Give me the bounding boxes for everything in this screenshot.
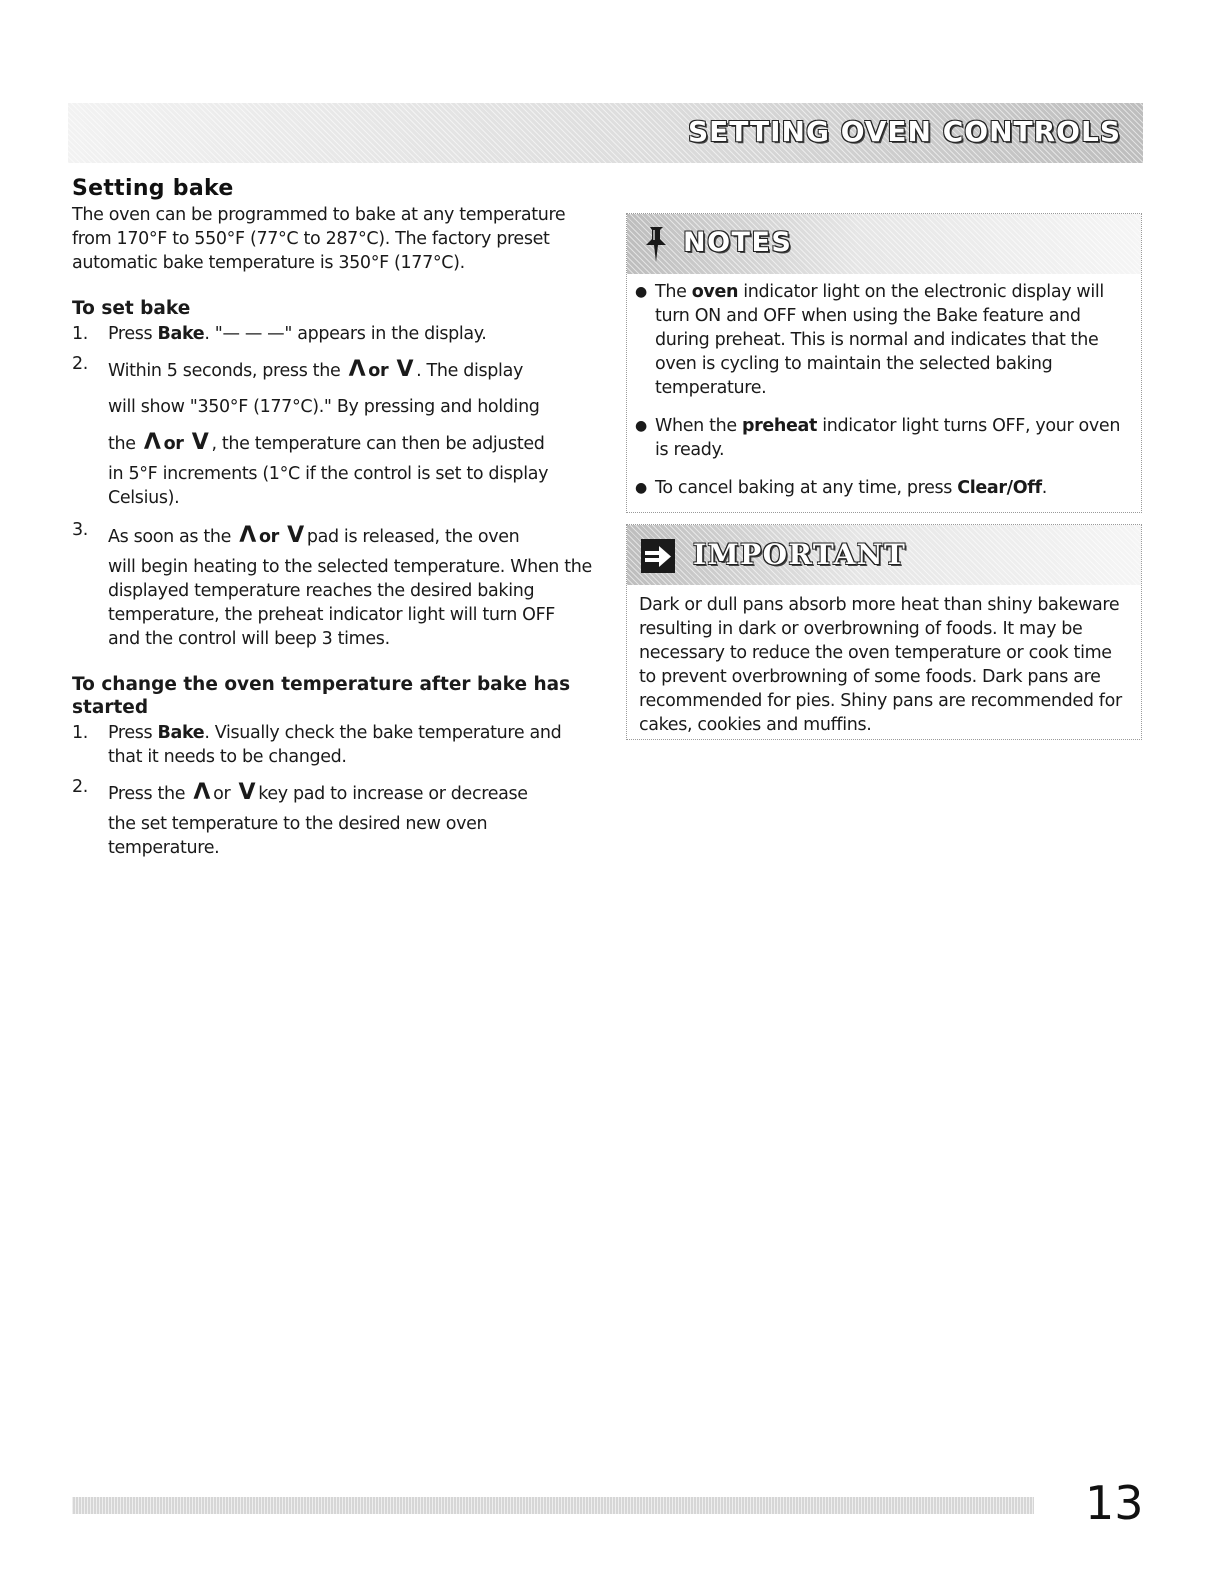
step-number: 1.: [72, 324, 88, 344]
set-bake-step-1: [72, 322, 592, 346]
setting-bake-title: Setting bake: [72, 176, 234, 201]
note-item: [635, 476, 1133, 500]
section-header-bar: [68, 103, 1143, 163]
step-text: . "— — —" appears in the display.: [204, 324, 487, 344]
important-title: IMPORTANT: [693, 538, 907, 571]
up-arrow-icon: Λ: [193, 780, 211, 805]
bake-key-label: Bake: [157, 723, 205, 743]
step-text: will begin heating to the selected temperature. When the displayed temperature reaches the desired baking temperature, the preheat indicator light will turn OFF and the control will beep 3 times.: [108, 557, 592, 649]
note-item: [635, 414, 1133, 462]
note-emphasis: oven: [691, 282, 739, 302]
step-text: . Visually check the bake temperature and that it needs to be changed.: [108, 723, 562, 767]
note-text: The: [655, 282, 692, 302]
bullet-icon: ●: [635, 418, 647, 434]
change-temp-step-1: [72, 721, 592, 769]
step-text: As soon as the: [108, 527, 232, 547]
set-bake-step-3: [72, 518, 592, 651]
up-arrow-icon: Λ: [239, 523, 256, 548]
important-text: Dark or dull pans absorb more heat than shiny bakeware resulting in dark or overbrowning of foods. It may be necessary to reduce the oven temperature or cook time to prevent overbrowning of some foods. Dark pans are recommended for pies. Shiny pans are recommended for cakes, cookies and muffins.: [639, 595, 1122, 735]
step-number: 3.: [72, 520, 88, 540]
note-emphasis: Clear/Off: [957, 478, 1042, 498]
note-emphasis: preheat: [741, 416, 818, 436]
note-text: indicator light on the electronic display will turn ON and OFF when using the Bake feature and during preheat. This is normal and indicates that the oven is cycling to maintain the selected baking temperature.: [655, 282, 1104, 398]
down-arrow-icon: V: [238, 780, 256, 805]
arrow-right-icon: [641, 539, 675, 573]
set-bake-step-2: [72, 352, 592, 510]
bake-key-label: Bake: [157, 324, 205, 344]
step-text: . The display: [416, 361, 523, 381]
step-text: pad is released, the oven: [306, 527, 520, 547]
or-label: or: [368, 361, 389, 381]
step-text: the set temperature to the desired new oven temperature.: [108, 814, 488, 858]
important-header: [627, 525, 1141, 585]
step-number: 2.: [72, 777, 88, 797]
note-text: When the: [655, 416, 742, 436]
notes-list: [627, 274, 1141, 500]
step-text: in 5°F increments (1°C if the control is set to display Celsius).: [108, 464, 549, 508]
step-text: Press: [108, 324, 158, 344]
step-text: the: [108, 434, 136, 454]
page-number: 13: [1085, 1476, 1144, 1530]
step-number: 1.: [72, 723, 88, 743]
footer-bar: [72, 1497, 1034, 1514]
down-arrow-icon: V: [191, 430, 209, 455]
important-box: [626, 524, 1142, 740]
note-item: [635, 280, 1133, 400]
setting-bake-intro: The oven can be programmed to bake at any temperature from 170°F to 550°F (77°C to 287°C). The factory preset automatic bake temperature is 350°F (177°C).: [72, 205, 566, 273]
note-text: To cancel baking at any time, press: [655, 478, 958, 498]
step-text: Press: [108, 723, 158, 743]
bullet-icon: ●: [635, 284, 647, 300]
change-temperature-heading: To change the oven temperature after bake has started: [72, 674, 571, 718]
down-arrow-icon: V: [396, 357, 414, 382]
or-label: or: [258, 527, 279, 547]
up-arrow-icon: Λ: [348, 357, 366, 382]
down-arrow-icon: V: [287, 523, 304, 548]
note-text: indicator light turns OFF, your oven is ready.: [655, 416, 1121, 460]
step-text: key pad to increase or decrease: [258, 784, 528, 804]
bullet-icon: ●: [635, 480, 647, 496]
or-label: or: [163, 434, 184, 454]
to-set-bake-heading: To set bake: [72, 298, 191, 319]
change-temp-step-2: [72, 775, 592, 860]
step-text: Within 5 seconds, press the: [108, 361, 341, 381]
notes-header: [627, 214, 1141, 274]
note-text: .: [1041, 478, 1047, 498]
step-text: Press the: [108, 784, 186, 804]
step-text: , the temperature can then be adjusted: [211, 434, 545, 454]
up-arrow-icon: Λ: [143, 430, 161, 455]
or-label: or: [213, 784, 231, 804]
pushpin-icon: [641, 224, 671, 264]
step-text: will show "350°F (177°C)." By pressing and holding: [108, 397, 540, 417]
section-header-title: SETTING OVEN CONTROLS: [687, 115, 1121, 148]
notes-box: [626, 213, 1142, 513]
notes-title: NOTES: [683, 227, 793, 258]
setting-bake-section: [72, 176, 592, 860]
step-number: 2.: [72, 354, 88, 374]
